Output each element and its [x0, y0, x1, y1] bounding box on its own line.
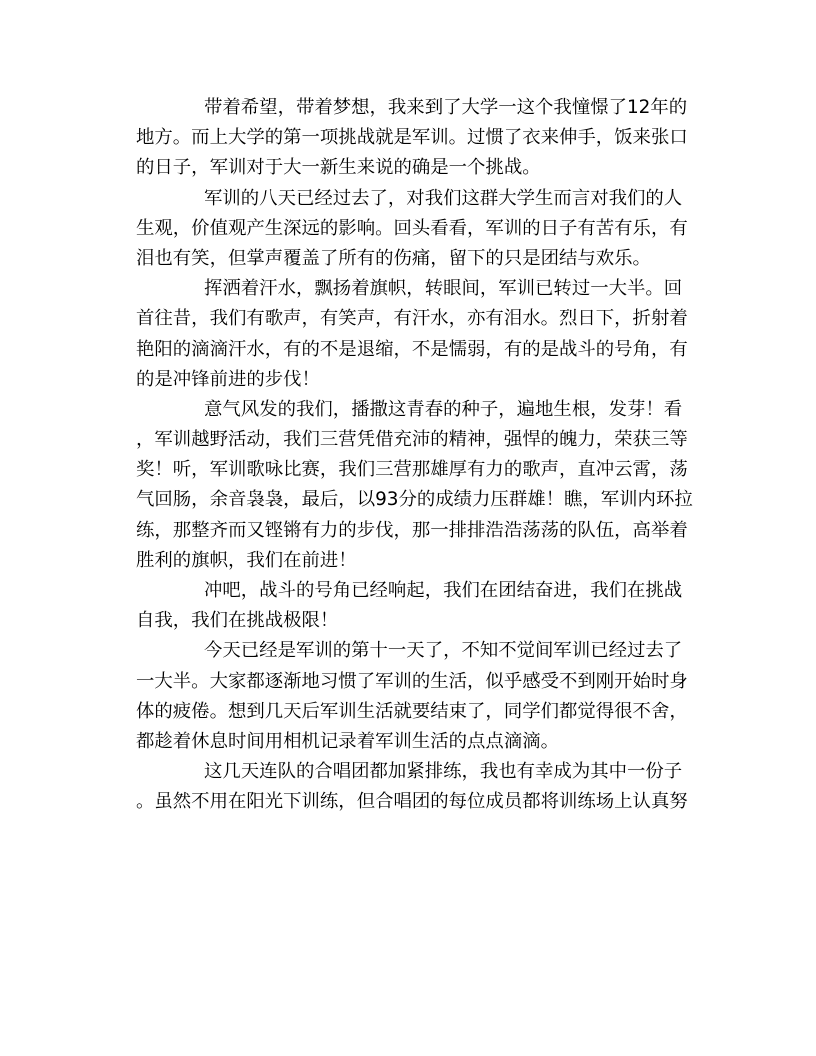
text-line: 这几天连队的合唱团都加紧排练，我也有幸成为其中一份子	[204, 761, 683, 783]
text-line: 练，那整齐而又铿锵有力的步伐，那一排排浩浩荡荡的队伍，高举着	[136, 519, 688, 541]
paragraph-5	[136, 576, 688, 636]
text-line: 意气风发的我们，播撒这青春的种子，遍地生根，发芽！看	[204, 398, 683, 420]
text-line: 挥洒着汗水，飘扬着旗帜，转眼间，军训已转过一大半。回	[204, 278, 683, 300]
paragraph-2	[136, 184, 688, 275]
text-line: 。虽然不用在阳光下训练，但合唱团的每位成员都将训练场上认真努	[136, 791, 688, 813]
text-line: 一大半。大家都逐渐地习惯了军训的生活，似乎感受不到刚开始时身	[136, 670, 688, 692]
text-line: 地方。而上大学的第一项挑战就是军训。过惯了衣来伸手，饭来张口	[136, 127, 688, 149]
paragraph-6	[136, 636, 688, 757]
text-line: 的日子，军训对于大一新生来说的确是一个挑战。	[136, 157, 541, 179]
text-line: 泪也有笑，但掌声覆盖了所有的伤痛，留下的只是团结与欢乐。	[136, 247, 651, 269]
text-line: 军训的八天已经过去了，对我们这群大学生而言对我们的人	[204, 187, 683, 209]
paragraph-4	[136, 395, 693, 576]
text-line: 带着希望，带着梦想，我来到了大学一这个我憧憬了12年的	[204, 97, 688, 118]
text-line: 首往昔，我们有歌声，有笑声，有汗水，亦有泪水。烈日下，折射着	[136, 308, 688, 330]
text-line: 自我，我们在挑战极限！	[136, 610, 339, 632]
text-line: ，军训越野活动，我们三营凭借充沛的精神，强悍的魄力，荣获三等	[136, 429, 688, 451]
text-line: 胜利的旗帜，我们在前进！	[136, 549, 357, 571]
text-line: 的是冲锋前进的步伐！	[136, 368, 320, 390]
paragraph-1	[136, 93, 688, 184]
paragraph-7	[136, 757, 688, 817]
text-line: 艳阳的滴滴汗水，有的不是退缩，不是懦弱，有的是战斗的号角，有	[136, 338, 688, 360]
text-line: 奖！听，军训歌咏比赛，我们三营那雄厚有力的歌声，直冲云霄，荡	[136, 459, 688, 481]
text-line: 生观，价值观产生深远的影响。回头看看，军训的日子有苦有乐，有	[136, 217, 688, 239]
text-line: 今天已经是军训的第十一天了，不知不觉间军训已经过去了	[204, 640, 683, 662]
text-line: 冲吧，战斗的号角已经响起，我们在团结奋进，我们在挑战	[204, 580, 683, 601]
text-line: 体的疲倦。想到几天后军训生活就要结束了，同学们都觉得很不舍，	[136, 700, 688, 722]
document-page	[136, 93, 693, 818]
text-line: 气回肠，余音袅袅，最后，以93分的成绩力压群雄！瞧，军训内环拉	[136, 489, 693, 511]
paragraph-3	[136, 274, 688, 395]
text-line: 都趁着休息时间用相机记录着军训生活的点点滴滴。	[136, 730, 559, 752]
